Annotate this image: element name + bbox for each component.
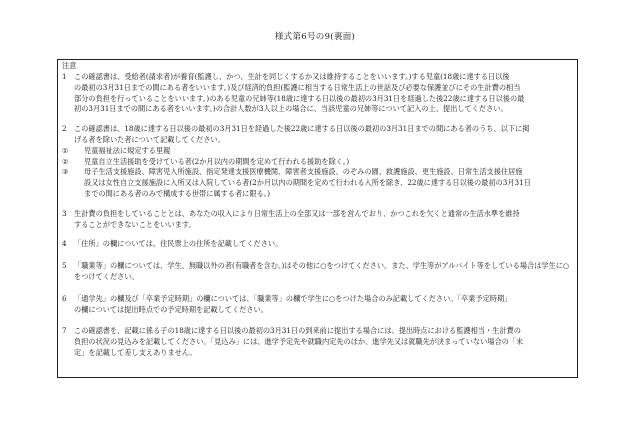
note-text: 生計費の負担をしていることとは、あなたの収入により日常生活上の全部又は一部を営んでおり、かつこれを欠くと通常の生活水準を維持 することができないことをいいます。 — [74, 208, 520, 229]
note-2-sublist — [62, 146, 573, 200]
note-item-7 — [62, 326, 573, 358]
note-number: 3 — [62, 208, 67, 218]
sub-item-text: 児童福祉法に規定する里親 — [84, 145, 171, 155]
note-item-4 — [62, 239, 573, 250]
sub-item-mark: ① — [62, 145, 69, 155]
note-item-1 — [62, 72, 573, 115]
form-title: 様式第6号の9(裏面) — [274, 32, 356, 42]
sub-item-text: 母子生活支援施設、障害児入所施設、指定発達支援医療機関、障害者支援施設、のぞみの園、救護施設、更生施設、日常生活支援住居施 設又は女性自立支援施設に入所又は入院している者(2か月以内の期間を定めて行われる入所を除き、22歳に達する日以後の最初の3月31日 までの間にある者のみで構成する世帯に属する者に限る。) — [84, 167, 531, 198]
note-text: 「通学先」の欄及び「卒業予定時期」の欄については、「職業等」の欄で学生に○をつけた場合のみ記載してください。「卒業予定時期」 の欄については提出時点での予定時期を記載してください。 — [74, 293, 512, 314]
note-text: 「職業等」の欄については、学生、無職以外の者(有職者を含む。)はその他に○をつけてください。また、学生等がアルバイト等をしている場合は学生に○をつけてください。 — [74, 261, 570, 281]
note-text: この確認書は、18歳に達する日以後の最初の3月31日を経過した後22歳に達する日以後の最初の3月31日までの間にある者のうち、以下に掲 げる者を除いた者について記載してください。 — [74, 124, 530, 144]
note-item-3 — [62, 209, 573, 231]
note-text: この確認書は、受給者(請求者)が養育(監護し、かつ、生計を同じくするか又は維持することをいいます。)する児童(18歳に達する日以後 の最初の3月31日までの間にある者をいいます。)及び経済的負担(監護に相当する日常生活上の世話及び必要な保護並びにその生計費の相当 部分の負担を行っていることをいいます。)のある児童の兄姉等(18歳に達する日以後の最初の3月31日を経過した後22歳に達する日以後の最 初の3月31日までの間にある者をいいます。)の合計人数が3人以上の場合に、当該児童の兄姉等について記入の上、提出してください。 — [74, 72, 525, 114]
sub-item-mark: ② — [62, 156, 69, 166]
note-number: 2 — [62, 124, 67, 134]
sub-item-mark: ③ — [62, 167, 69, 177]
note-text: 「住所」の欄については、住民票上の住所を記載してください。 — [74, 239, 283, 249]
note-number: 4 — [62, 239, 67, 249]
note-number: 5 — [62, 261, 67, 271]
sub-item-text: 児童自立生活援助を受けている者(2か月以内の期間を定めて行われる援助を除く。) — [84, 156, 350, 166]
note-number: 1 — [62, 72, 67, 81]
sub-item — [62, 157, 573, 168]
note-number: 6 — [62, 293, 67, 303]
notes-box — [57, 59, 578, 378]
note-text: この確認書を、記載に係る子の18歳に達する日以後の最初の3月31日の到来前に提出する場合には、提出時点における監護相当・生計費の 負担の状況の見込みを記載してください。「見込み」には、進学予定先や就職内定先のほか、進学先又は就職先が決まっていない場合の「未 定」を記載して差し支えありません。 — [74, 326, 524, 357]
sub-item — [62, 167, 573, 199]
note-item-5 — [62, 261, 573, 283]
note-item-6 — [62, 294, 573, 316]
note-item-2 — [62, 124, 573, 146]
note-number: 7 — [62, 326, 67, 336]
sub-item — [62, 146, 573, 157]
notes-heading: 注意 — [62, 61, 77, 70]
